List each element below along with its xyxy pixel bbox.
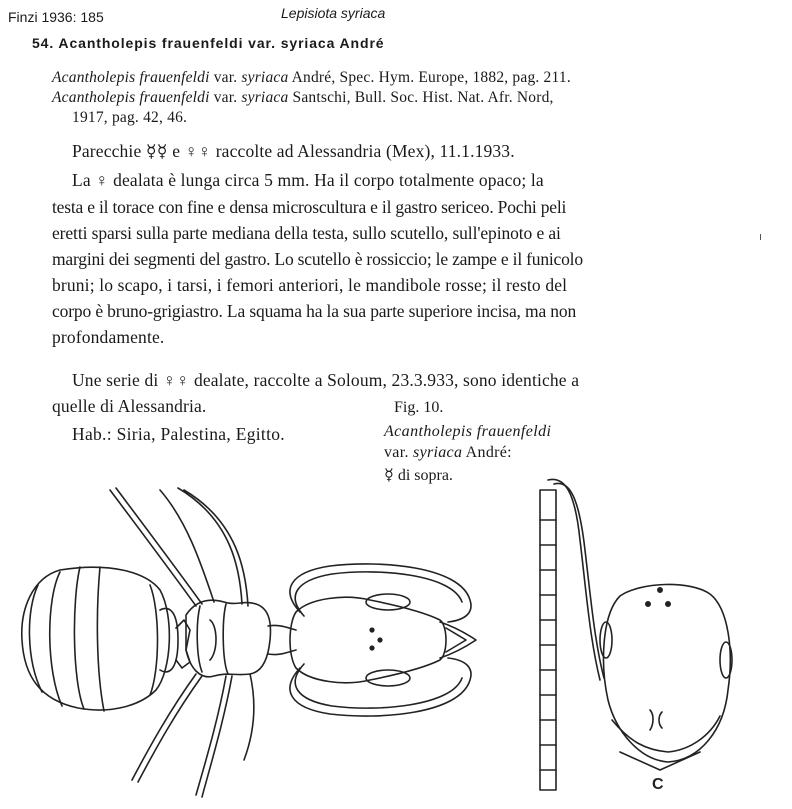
paragraph-line: corpo è bruno-grigiastro. La squama ha la sua parte superiore incisa, ma non: [52, 301, 577, 321]
figure-caption-author: André:: [462, 444, 512, 461]
antenna-detail: [540, 479, 604, 790]
paragraph-line: bruni; lo scapo, i tarsi, i femori anteriori, le mandibole rosse; il resto del: [52, 275, 568, 295]
gaster: [22, 567, 170, 711]
paragraph-line: quelle di Alessandria.: [52, 396, 207, 416]
figure-caption-name: syriaca: [413, 444, 463, 461]
reference-line-3: 1917, pag. 42, 46.: [72, 109, 188, 126]
neck: [268, 625, 296, 654]
species-name: Lepisiota syriaca: [281, 5, 386, 21]
habitat-line: Hab.: Siria, Palestina, Egitto.: [72, 424, 285, 444]
figure-caption-taxon: Acantholepis frauenfeldi: [384, 423, 552, 440]
reference-citation: André, Spec. Hym. Europe, 1882, pag. 211.: [288, 69, 571, 86]
figure-caption-var: var.: [384, 444, 414, 461]
reference-taxon: Acantholepis frauenfeldi: [52, 69, 210, 86]
head-frontal-view: [600, 584, 732, 770]
reference-variety: syriaca: [241, 69, 289, 86]
reference-var: var.: [209, 69, 242, 86]
head: [290, 594, 476, 686]
reference-var: var.: [209, 89, 242, 106]
entry-heading: 54. Acantholepis frauenfeldi var. syriaca André: [32, 35, 385, 51]
paragraph-line: eretti sparsi sulla parte mediana della testa, sullo scutello, sull'epinoto e ai: [52, 223, 561, 243]
reference-citation: Santschi, Bull. Soc. Hist. Nat. Afr. Nord,: [288, 89, 554, 106]
paragraph-line: Parecchie ☿☿ e ♀♀ raccolte ad Alessandria (Mex), 11.1.1933.: [72, 141, 515, 161]
figure-caption-view: ☿ di sopra.: [384, 467, 453, 484]
panel-letter: C: [652, 776, 664, 793]
source-citation: Finzi 1936: 185: [8, 9, 104, 25]
paragraph-line: margini dei segmenti del gastro. Lo scutello è rossiccio; le zampe e il funicolo: [52, 249, 583, 269]
paragraph-line: testa e il torace con fine e densa microscultura e il gastro sericeo. Pochi peli: [52, 197, 567, 217]
paragraph-line: Une serie di ♀♀ dealate, raccolte a Soloum, 23.3.933, sono identiche a: [72, 370, 580, 390]
paragraph-line: La ♀ dealata è lunga circa 5 mm. Ha il corpo totalmente opaco; la: [72, 170, 544, 190]
mesosoma: [186, 600, 270, 677]
paragraph-line: profondamente.: [52, 327, 165, 347]
legs: [110, 488, 254, 797]
ant-dorsal-view: [22, 488, 476, 797]
reference-variety: syriaca: [241, 89, 289, 106]
reference-taxon: Acantholepis frauenfeldi: [52, 89, 210, 106]
figure-number: Fig. 10.: [394, 399, 444, 416]
